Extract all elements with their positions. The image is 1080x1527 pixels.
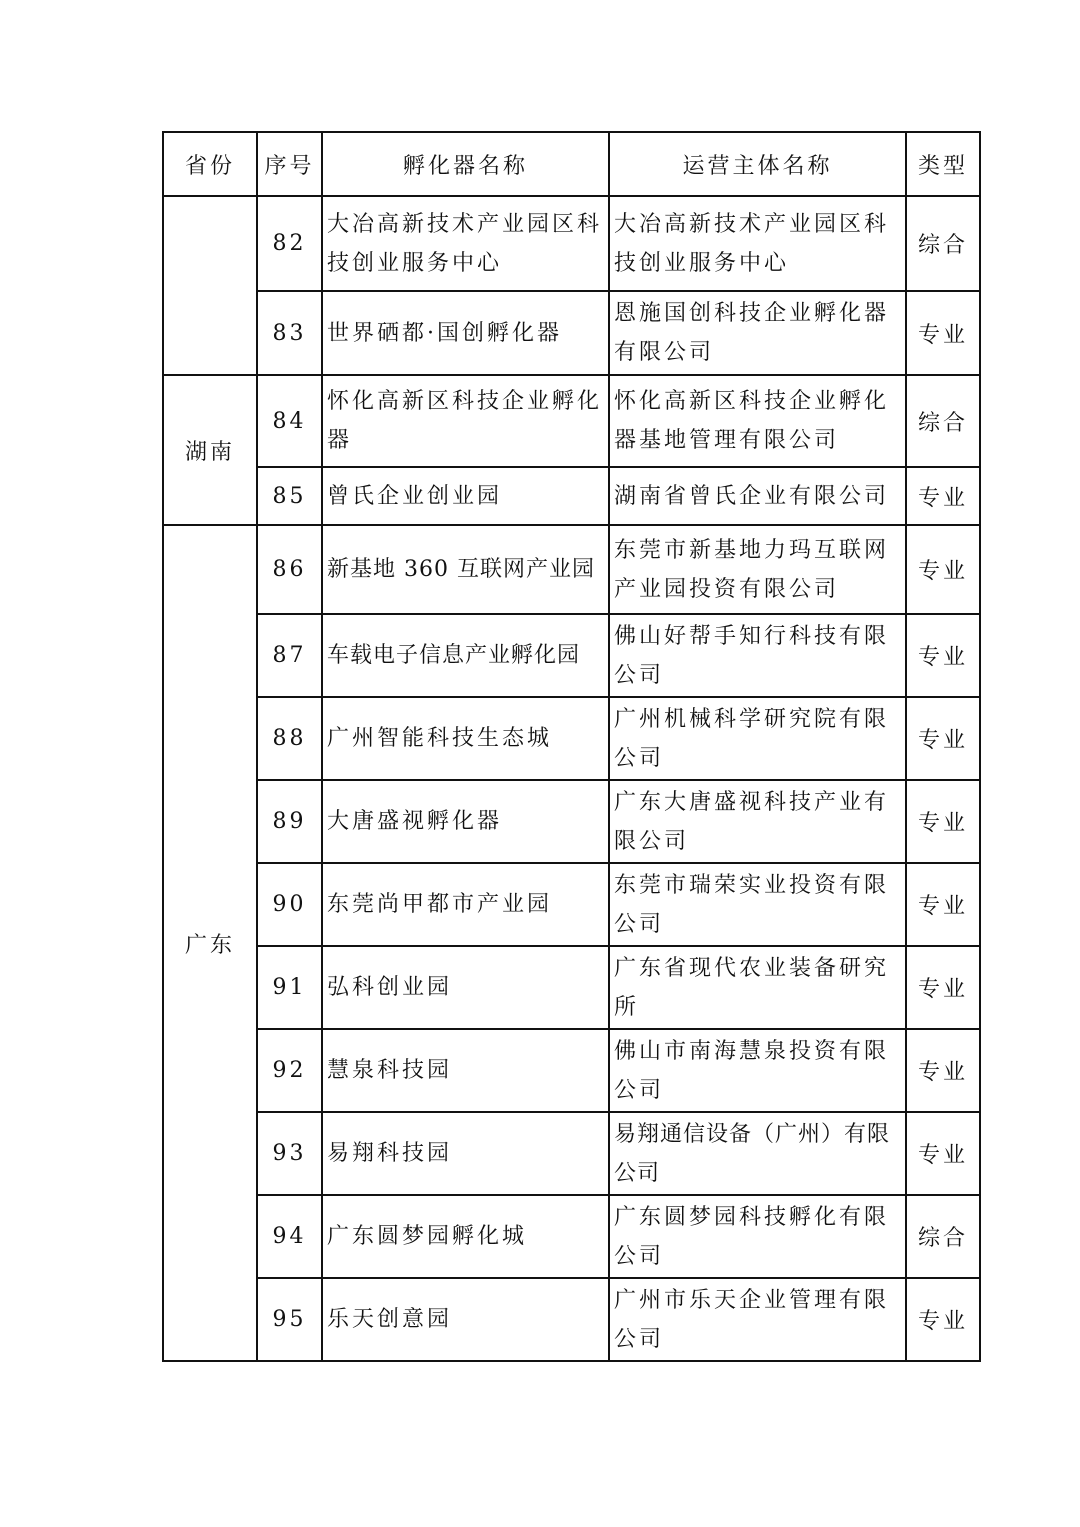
row-no: 88 — [257, 697, 322, 780]
operator-name: 广州机械科学研究院有限 公司 — [609, 697, 906, 780]
type-cell: 专业 — [906, 1112, 980, 1195]
operator-name: 湖南省曾氏企业有限公司 — [609, 467, 906, 525]
header-row — [163, 132, 980, 196]
row-no: 92 — [257, 1029, 322, 1112]
operator-name: 广东大唐盛视科技产业有 限公司 — [609, 780, 906, 863]
operator-name: 佛山市南海慧泉投资有限 公司 — [609, 1029, 906, 1112]
row-no: 93 — [257, 1112, 322, 1195]
row-no: 91 — [257, 946, 322, 1029]
operator-name: 东莞市新基地力玛互联网 产业园投资有限公司 — [609, 525, 906, 614]
type-cell: 专业 — [906, 614, 980, 697]
table-row — [163, 196, 980, 291]
operator-name: 恩施国创科技企业孵化器 有限公司 — [609, 291, 906, 375]
row-no: 95 — [257, 1278, 322, 1361]
type-cell: 专业 — [906, 946, 980, 1029]
operator-name: 大冶高新技术产业园区科 技创业服务中心 — [609, 196, 906, 291]
table-row — [163, 1195, 980, 1278]
type-cell: 专业 — [906, 467, 980, 525]
table-row — [163, 1278, 980, 1361]
row-no: 87 — [257, 614, 322, 697]
incubator-name: 新基地 360 互联网产业园 — [322, 525, 609, 614]
row-no: 89 — [257, 780, 322, 863]
incubator-name: 世界硒都·国创孵化器 — [322, 291, 609, 375]
table-row — [163, 291, 980, 375]
row-no: 82 — [257, 196, 322, 291]
incubator-name: 曾氏企业创业园 — [322, 467, 609, 525]
table-row — [163, 863, 980, 946]
table-row — [163, 467, 980, 525]
type-cell: 综合 — [906, 196, 980, 291]
row-no: 84 — [257, 375, 322, 467]
province-cell: 湖南 — [163, 375, 257, 525]
table-row — [163, 1112, 980, 1195]
type-cell: 综合 — [906, 375, 980, 467]
incubator-name: 弘科创业园 — [322, 946, 609, 1029]
province-cell — [163, 196, 257, 375]
operator-name: 广东省现代农业装备研究 所 — [609, 946, 906, 1029]
header-operator: 运营主体名称 — [609, 132, 906, 196]
table-row — [163, 525, 980, 614]
incubator-name: 易翔科技园 — [322, 1112, 609, 1195]
operator-name: 佛山好帮手知行科技有限 公司 — [609, 614, 906, 697]
incubator-name: 广州智能科技生态城 — [322, 697, 609, 780]
incubator-name: 怀化高新区科技企业孵化 器 — [322, 375, 609, 467]
table-row — [163, 946, 980, 1029]
type-cell: 综合 — [906, 1195, 980, 1278]
incubator-table — [162, 131, 981, 1362]
operator-name: 广东圆梦园科技孵化有限 公司 — [609, 1195, 906, 1278]
row-no: 90 — [257, 863, 322, 946]
header-type: 类型 — [906, 132, 980, 196]
table-row — [163, 1029, 980, 1112]
operator-name: 东莞市瑞荣实业投资有限 公司 — [609, 863, 906, 946]
row-no: 85 — [257, 467, 322, 525]
type-cell: 专业 — [906, 863, 980, 946]
type-cell: 专业 — [906, 525, 980, 614]
type-cell: 专业 — [906, 780, 980, 863]
type-cell: 专业 — [906, 1029, 980, 1112]
province-cell: 广东 — [163, 525, 257, 1361]
header-incubator: 孵化器名称 — [322, 132, 609, 196]
table-row — [163, 697, 980, 780]
row-no: 83 — [257, 291, 322, 375]
type-cell: 专业 — [906, 697, 980, 780]
incubator-name: 慧泉科技园 — [322, 1029, 609, 1112]
row-no: 86 — [257, 525, 322, 614]
header-province: 省份 — [163, 132, 257, 196]
type-cell: 专业 — [906, 291, 980, 375]
incubator-name: 东莞尚甲都市产业园 — [322, 863, 609, 946]
header-no: 序号 — [257, 132, 322, 196]
incubator-name: 车载电子信息产业孵化园 — [322, 614, 609, 697]
incubator-name: 乐天创意园 — [322, 1278, 609, 1361]
operator-name: 怀化高新区科技企业孵化 器基地管理有限公司 — [609, 375, 906, 467]
row-no: 94 — [257, 1195, 322, 1278]
type-cell: 专业 — [906, 1278, 980, 1361]
table-row — [163, 780, 980, 863]
incubator-name: 大唐盛视孵化器 — [322, 780, 609, 863]
incubator-name: 大冶高新技术产业园区科 技创业服务中心 — [322, 196, 609, 291]
table-row — [163, 614, 980, 697]
incubator-name: 广东圆梦园孵化城 — [322, 1195, 609, 1278]
operator-name: 广州市乐天企业管理有限 公司 — [609, 1278, 906, 1361]
table-row — [163, 375, 980, 467]
operator-name: 易翔通信设备（广州）有限 公司 — [609, 1112, 906, 1195]
